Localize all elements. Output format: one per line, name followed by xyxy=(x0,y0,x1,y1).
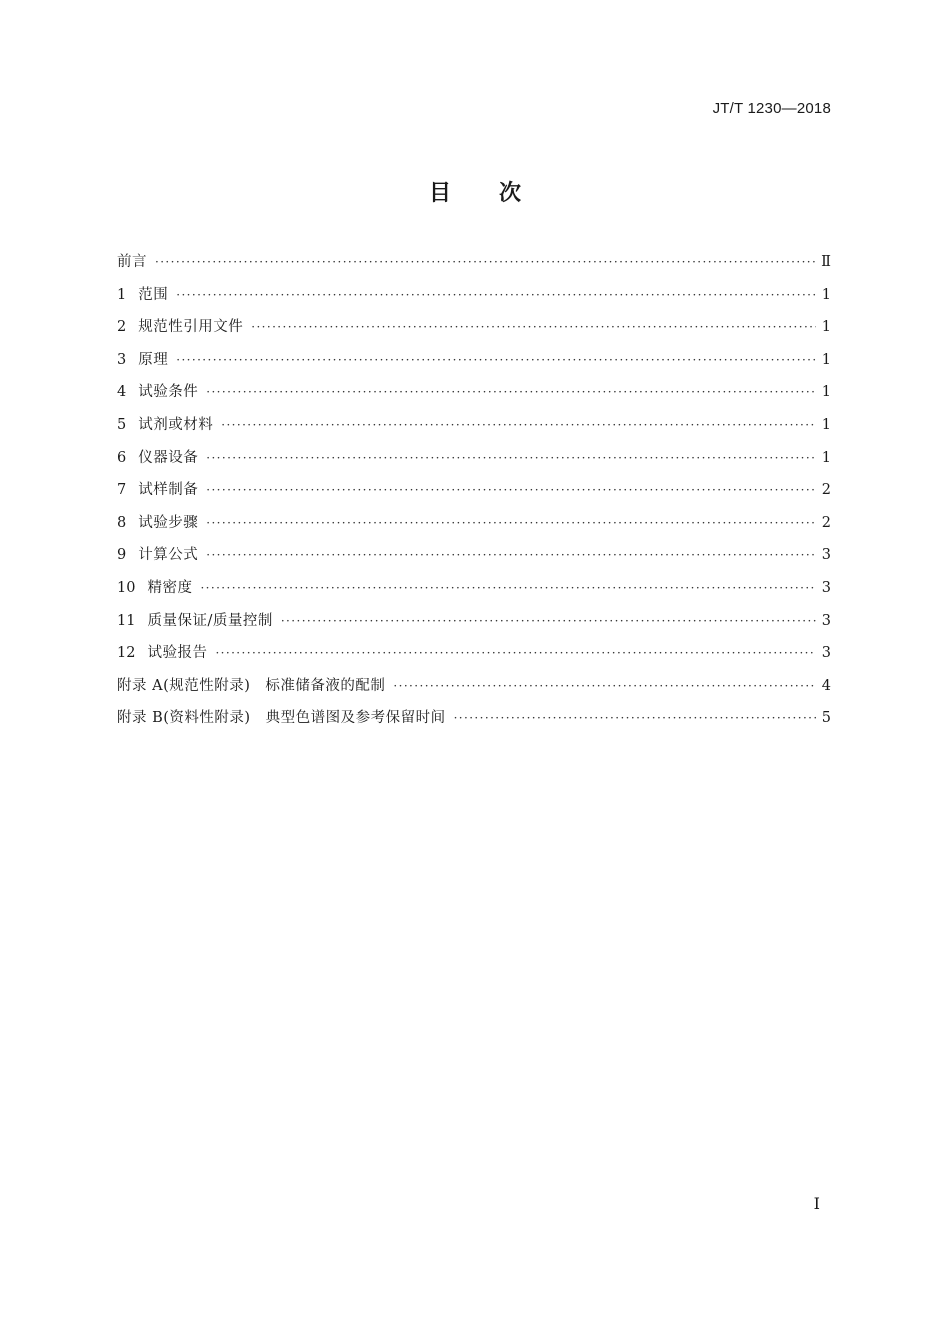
toc-entry-label: 计算公式 xyxy=(138,547,199,564)
toc-entry-label: 附录 A(规范性附录) 标准储备液的配制 xyxy=(117,677,386,694)
page-title: 目次 xyxy=(428,181,569,206)
toc-entry-6[interactable] xyxy=(117,446,831,479)
toc-entry-4[interactable] xyxy=(117,380,831,413)
toc-entry-11[interactable] xyxy=(117,609,831,642)
toc-entry-12[interactable] xyxy=(117,641,831,674)
toc-entry-number: 7 xyxy=(117,482,127,499)
table-of-contents xyxy=(117,250,831,739)
toc-leader-dots xyxy=(206,516,816,530)
toc-leader-dots xyxy=(206,385,816,399)
toc-leader-dots xyxy=(215,646,815,660)
toc-entry-page: 2 xyxy=(821,514,831,531)
toc-entry-appendix-b[interactable] xyxy=(117,706,831,739)
toc-entry-label: 原理 xyxy=(138,351,169,368)
toc-leader-dots xyxy=(221,418,816,432)
toc-entry-7[interactable] xyxy=(117,478,831,511)
toc-leader-dots xyxy=(176,353,816,367)
toc-entry-label: 规范性引用文件 xyxy=(138,319,244,336)
toc-entry-label: 精密度 xyxy=(147,579,193,596)
toc-entry-page: 5 xyxy=(821,710,831,727)
toc-entry-label: 试剂或材料 xyxy=(138,416,214,433)
toc-entry-page: 1 xyxy=(821,416,831,433)
page-number: I xyxy=(813,1194,820,1213)
toc-entry-page: 3 xyxy=(821,547,831,564)
toc-leader-dots xyxy=(206,483,816,497)
toc-entry-label: 试验报告 xyxy=(147,645,208,662)
toc-entry-appendix-a[interactable] xyxy=(117,674,831,707)
toc-entry-3[interactable] xyxy=(117,348,831,381)
toc-entry-page: 1 xyxy=(821,449,831,466)
toc-entry-2[interactable] xyxy=(117,315,831,348)
document-code: JT/T 1230—2018 xyxy=(712,100,831,117)
toc-entry-number: 4 xyxy=(117,384,127,401)
toc-entry-label: 附录 B(资料性附录) 典型色谱图及参考保留时间 xyxy=(117,710,446,727)
toc-entry-foreword[interactable] xyxy=(117,250,831,283)
toc-leader-dots xyxy=(206,548,816,562)
toc-entry-label: 范围 xyxy=(138,286,169,303)
toc-entry-page: 1 xyxy=(821,319,831,336)
toc-entry-page: 3 xyxy=(821,645,831,662)
toc-entry-5[interactable] xyxy=(117,413,831,446)
toc-entry-label: 前言 xyxy=(117,254,147,270)
toc-entry-number: 1 xyxy=(117,286,127,303)
toc-entry-label: 试验步骤 xyxy=(138,514,199,531)
toc-leader-dots xyxy=(206,451,816,465)
toc-leader-dots xyxy=(251,320,816,334)
toc-entry-label: 试样制备 xyxy=(138,482,199,499)
toc-leader-dots xyxy=(176,288,816,302)
toc-leader-dots xyxy=(155,255,815,269)
toc-entry-10[interactable] xyxy=(117,576,831,609)
toc-leader-dots xyxy=(281,614,816,628)
toc-entry-number: 6 xyxy=(117,449,127,466)
toc-entry-page: 1 xyxy=(821,351,831,368)
toc-entry-number: 2 xyxy=(117,319,127,336)
toc-entry-number: 11 xyxy=(117,612,136,629)
toc-entry-8[interactable] xyxy=(117,511,831,544)
toc-entry-page: 1 xyxy=(821,286,831,303)
toc-entry-page: 3 xyxy=(821,612,831,629)
toc-leader-dots xyxy=(393,679,815,693)
toc-entry-1[interactable] xyxy=(117,283,831,316)
toc-entry-page: 2 xyxy=(821,482,831,499)
toc-entry-page: 1 xyxy=(821,384,831,401)
toc-entry-number: 8 xyxy=(117,514,127,531)
toc-entry-number: 10 xyxy=(117,579,136,596)
toc-entry-9[interactable] xyxy=(117,543,831,576)
toc-entry-label: 质量保证/质量控制 xyxy=(147,612,273,629)
toc-leader-dots xyxy=(200,581,815,595)
toc-entry-label: 仪器设备 xyxy=(138,449,199,466)
toc-entry-page: Ⅱ xyxy=(821,254,831,270)
toc-entry-label: 试验条件 xyxy=(138,384,199,401)
toc-entry-page: 3 xyxy=(821,579,831,596)
toc-leader-dots xyxy=(454,711,816,725)
toc-entry-number: 5 xyxy=(117,416,127,433)
toc-entry-page: 4 xyxy=(821,677,831,694)
toc-entry-number: 9 xyxy=(117,547,127,564)
toc-entry-number: 3 xyxy=(117,351,127,368)
toc-entry-number: 12 xyxy=(117,645,136,662)
